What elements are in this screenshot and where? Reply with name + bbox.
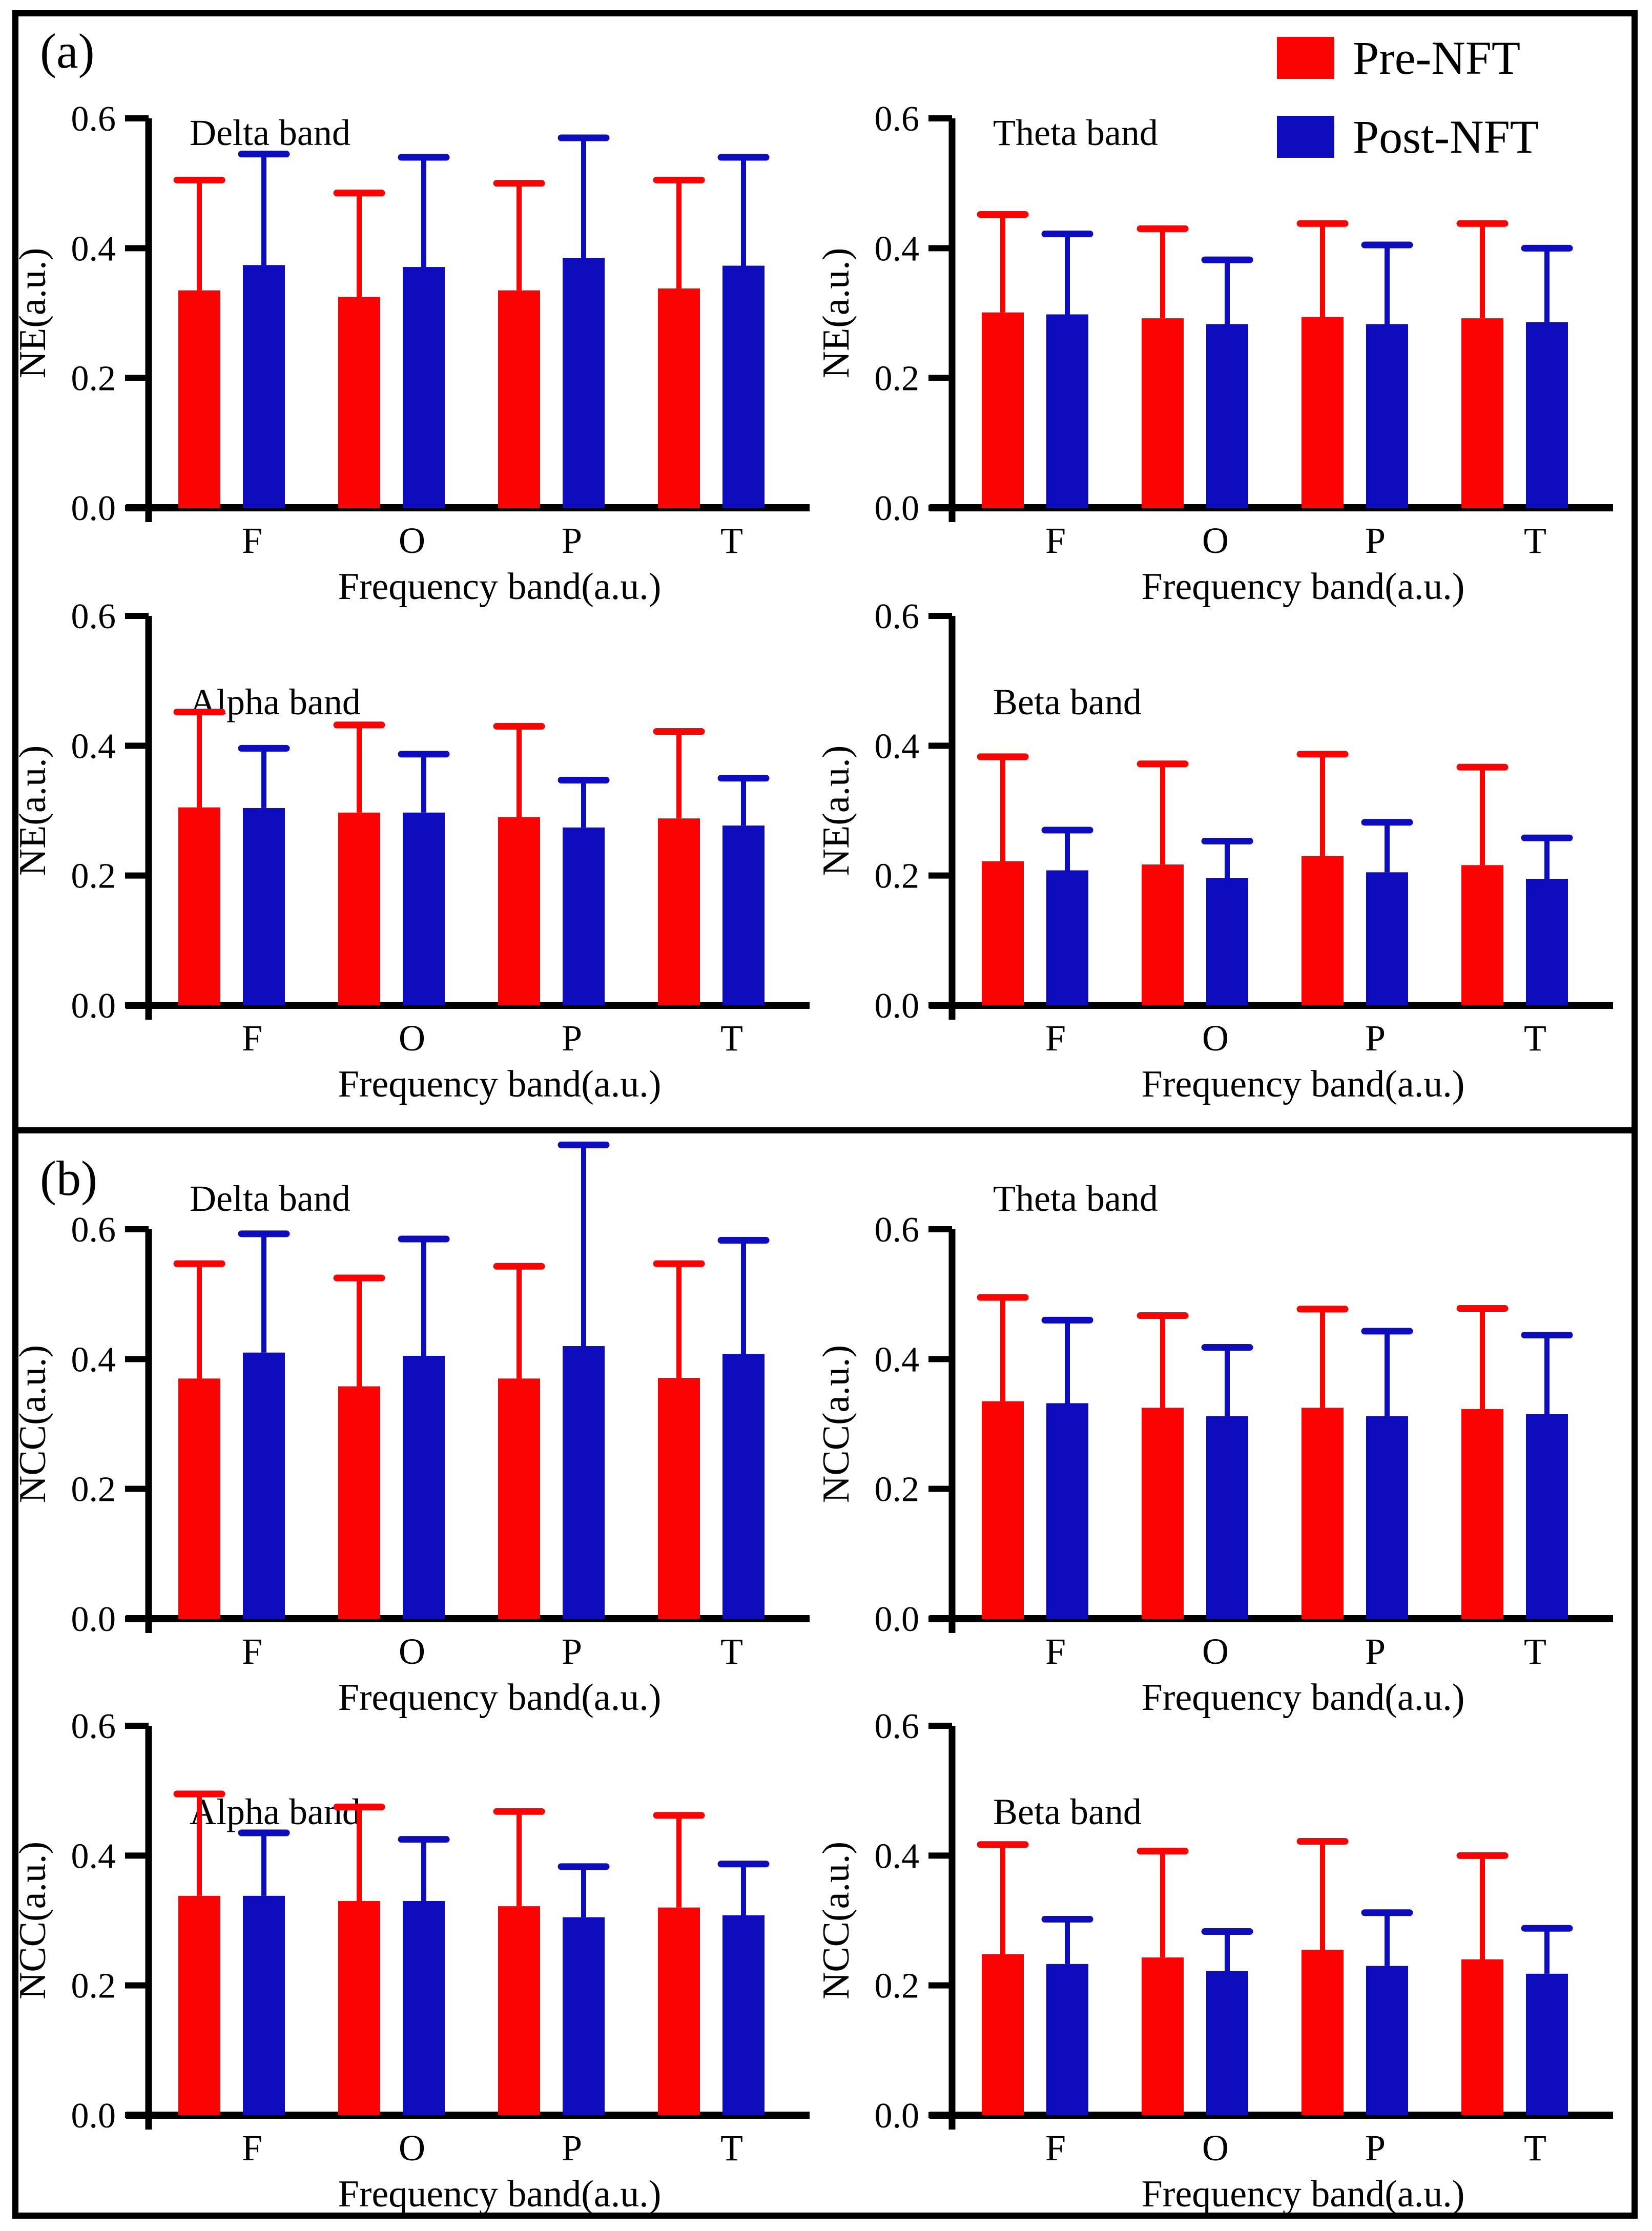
x-category-label: T [1524,520,1546,561]
y-tick-label: 0.4 [71,1836,116,1876]
bar-post-nft-P [563,828,605,1005]
x-category-label: F [1045,520,1066,561]
bar-post-nft-F [1046,1403,1088,1619]
x-category-label: T [1524,1631,1546,1672]
bar-post-nft-T [722,1915,765,2115]
bar-pre-nft-T [1461,1409,1503,1619]
blue-square-swatch [1277,116,1334,158]
x-category-label: O [1202,1631,1229,1672]
bar-post-nft-O [1206,324,1248,508]
y-axis-title: NE(a.u.) [12,745,54,876]
x-axis-title: Frequency band(a.u.) [1141,566,1465,608]
bar-pre-nft-P [1302,317,1344,508]
bar-pre-nft-F [178,808,220,1005]
band-title: Theta band [993,1178,1158,1219]
bar-pre-nft-P [498,291,540,508]
y-tick-label: 0.6 [874,1707,919,1746]
bar-pre-nft-O [338,1387,380,1619]
bar-post-nft-T [1526,879,1568,1005]
legend-label: Post-NFT [1353,111,1539,163]
bar-pre-nft-F [982,1954,1024,2115]
y-tick-label: 0.6 [874,597,919,636]
y-axis-title: NCC(a.u.) [12,1345,54,1503]
bar-chart-svg [5,1628,825,2223]
x-axis-title: Frequency band(a.u.) [1141,2173,1465,2215]
y-tick-label: 0.4 [71,727,116,767]
y-tick-label: 0.2 [71,1470,116,1510]
bar-post-nft-P [1366,1966,1408,2115]
band-title: Beta band [993,1791,1142,1832]
x-category-label: P [1365,520,1386,561]
x-category-label: P [561,1018,583,1059]
x-category-label: P [1365,1018,1386,1059]
bar-pre-nft-F [982,861,1024,1005]
bar-post-nft-F [1046,1964,1088,2115]
bar-pre-nft-F [178,291,220,508]
x-category-label: F [241,520,263,561]
x-category-label: T [1524,2127,1546,2168]
bar-pre-nft-T [658,818,700,1005]
y-tick-label: 0.0 [874,2096,919,2136]
bar-pre-nft-P [1302,1408,1344,1619]
x-category-label: O [399,2127,425,2168]
bar-post-nft-F [1046,871,1088,1005]
bar-post-nft-O [403,1356,445,1619]
bar-pre-nft-O [338,1901,380,2115]
bar-pre-nft-O [1142,318,1184,508]
y-axis-title: NCC(a.u.) [815,1841,857,2000]
bar-pre-nft-F [982,1401,1024,1619]
legend-label: Pre-NFT [1353,32,1521,84]
y-tick-label: 0.4 [874,1836,919,1876]
bar-chart-svg [5,519,825,1113]
band-title: Alpha band [190,1791,361,1832]
bar-post-nft-P [563,258,605,508]
y-axis-title: NCC(a.u.) [12,1841,54,2000]
band-title: Delta band [190,112,350,153]
x-axis-title: Frequency band(a.u.) [1141,1677,1465,1719]
y-tick-label: 0.4 [71,229,116,269]
bar-pre-nft-T [658,1908,700,2115]
y-tick-label: 0.4 [71,1340,116,1380]
y-tick-label: 0.0 [71,986,116,1026]
x-category-label: P [1365,2127,1386,2168]
bar-post-nft-O [1206,1971,1248,2115]
legend-item-pre-nft [1277,32,1615,84]
band-title: Beta band [993,681,1142,722]
y-axis-title: NCC(a.u.) [815,1345,857,1503]
y-axis-title: NE(a.u.) [815,745,857,876]
y-tick-label: 0.0 [71,2096,116,2136]
bar-pre-nft-O [338,813,380,1005]
y-tick-label: 0.6 [71,597,116,636]
bar-pre-nft-T [1461,318,1503,508]
bar-post-nft-T [1526,322,1568,508]
x-axis-title: Frequency band(a.u.) [338,2173,662,2215]
bar-post-nft-T [722,1354,765,1619]
red-square-swatch [1277,37,1334,79]
chart-panel-a-alpha-band [5,519,825,1113]
x-category-label: P [1365,1631,1386,1672]
bar-post-nft-F [1046,315,1088,508]
y-tick-label: 0.6 [71,1210,116,1250]
y-tick-label: 0.4 [874,229,919,269]
y-tick-label: 0.4 [874,727,919,767]
bar-chart-svg [809,519,1628,1113]
x-category-label: F [1045,1018,1066,1059]
bar-pre-nft-P [498,817,540,1005]
bar-pre-nft-P [1302,856,1344,1005]
x-category-label: T [1524,1018,1546,1059]
y-axis-title: NE(a.u.) [815,247,857,379]
x-category-label: O [399,520,425,561]
chart-panel-b-alpha-band [5,1628,825,2223]
bar-pre-nft-F [178,1896,220,2115]
x-category-label: O [1202,2127,1229,2168]
x-axis-title: Frequency band(a.u.) [1141,1063,1465,1105]
bar-pre-nft-O [1142,864,1184,1005]
x-category-label: O [1202,1018,1229,1059]
y-tick-label: 0.2 [874,359,919,399]
y-tick-label: 0.2 [874,1470,919,1510]
bar-pre-nft-P [498,1906,540,2115]
x-category-label: T [720,1631,743,1672]
x-category-label: F [1045,1631,1066,1672]
y-tick-label: 0.6 [874,99,919,139]
bar-pre-nft-F [178,1378,220,1619]
bar-post-nft-T [1526,1414,1568,1619]
x-axis-title: Frequency band(a.u.) [338,1063,662,1105]
bar-post-nft-F [243,1353,285,1619]
y-tick-label: 0.2 [71,359,116,399]
x-category-label: F [1045,2127,1066,2168]
bar-pre-nft-F [982,313,1024,508]
x-category-label: O [399,1018,425,1059]
y-axis-title: NE(a.u.) [12,247,54,379]
bar-post-nft-P [1366,872,1408,1005]
x-category-label: O [1202,520,1229,561]
bar-post-nft-P [1366,1416,1408,1619]
x-axis-title: Frequency band(a.u.) [338,566,662,608]
bar-pre-nft-T [658,1378,700,1619]
x-category-label: F [241,2127,263,2168]
legend [1277,32,1615,163]
y-tick-label: 0.2 [71,856,116,896]
y-tick-label: 0.6 [71,1707,116,1746]
bar-post-nft-P [563,1346,605,1619]
x-category-label: F [241,1018,263,1059]
y-tick-label: 0.2 [71,1966,116,2006]
bar-post-nft-T [1526,1974,1568,2115]
y-tick-label: 0.0 [874,986,919,1026]
bar-pre-nft-O [338,297,380,508]
x-category-label: P [561,2127,583,2168]
y-tick-label: 0.6 [71,99,116,139]
x-category-label: P [561,520,583,561]
bar-post-nft-P [1366,324,1408,508]
bar-post-nft-O [1206,1416,1248,1619]
bar-post-nft-F [243,1896,285,2115]
x-category-label: F [241,1631,263,1672]
bar-post-nft-O [403,813,445,1005]
band-title: Delta band [190,1178,350,1219]
bar-pre-nft-O [1142,1408,1184,1619]
bar-post-nft-O [403,1901,445,2115]
chart-panel-b-beta-band [809,1628,1628,2223]
x-category-label: P [561,1631,583,1672]
bar-chart-svg [809,1628,1628,2223]
bar-post-nft-P [563,1917,605,2115]
y-tick-label: 0.2 [874,856,919,896]
panel-b-label: (b) [40,1151,97,1206]
bar-post-nft-O [403,267,445,508]
bar-post-nft-F [243,265,285,508]
bar-post-nft-T [722,266,765,508]
x-category-label: T [720,2127,743,2168]
band-title: Alpha band [190,681,361,722]
y-tick-label: 0.0 [71,1600,116,1639]
y-tick-label: 0.0 [71,489,116,528]
legend-item-post-nft [1277,111,1615,163]
bar-post-nft-F [243,808,285,1005]
bar-pre-nft-T [658,288,700,508]
y-tick-label: 0.0 [874,1600,919,1639]
x-category-label: T [720,1018,743,1059]
y-tick-label: 0.4 [874,1340,919,1380]
bar-pre-nft-P [498,1378,540,1619]
x-axis-title: Frequency band(a.u.) [338,1677,662,1719]
bar-pre-nft-T [1461,1959,1503,2115]
bar-pre-nft-T [1461,865,1503,1005]
bar-post-nft-T [722,825,765,1005]
y-tick-label: 0.6 [874,1210,919,1250]
bar-post-nft-O [1206,878,1248,1005]
panel-a-label: (a) [40,24,95,78]
x-category-label: T [720,520,743,561]
band-title: Theta band [993,112,1158,153]
chart-panel-a-beta-band [809,519,1628,1113]
y-tick-label: 0.0 [874,489,919,528]
x-category-label: O [399,1631,425,1672]
bar-pre-nft-P [1302,1950,1344,2115]
y-tick-label: 0.2 [874,1966,919,2006]
bar-pre-nft-O [1142,1957,1184,2115]
